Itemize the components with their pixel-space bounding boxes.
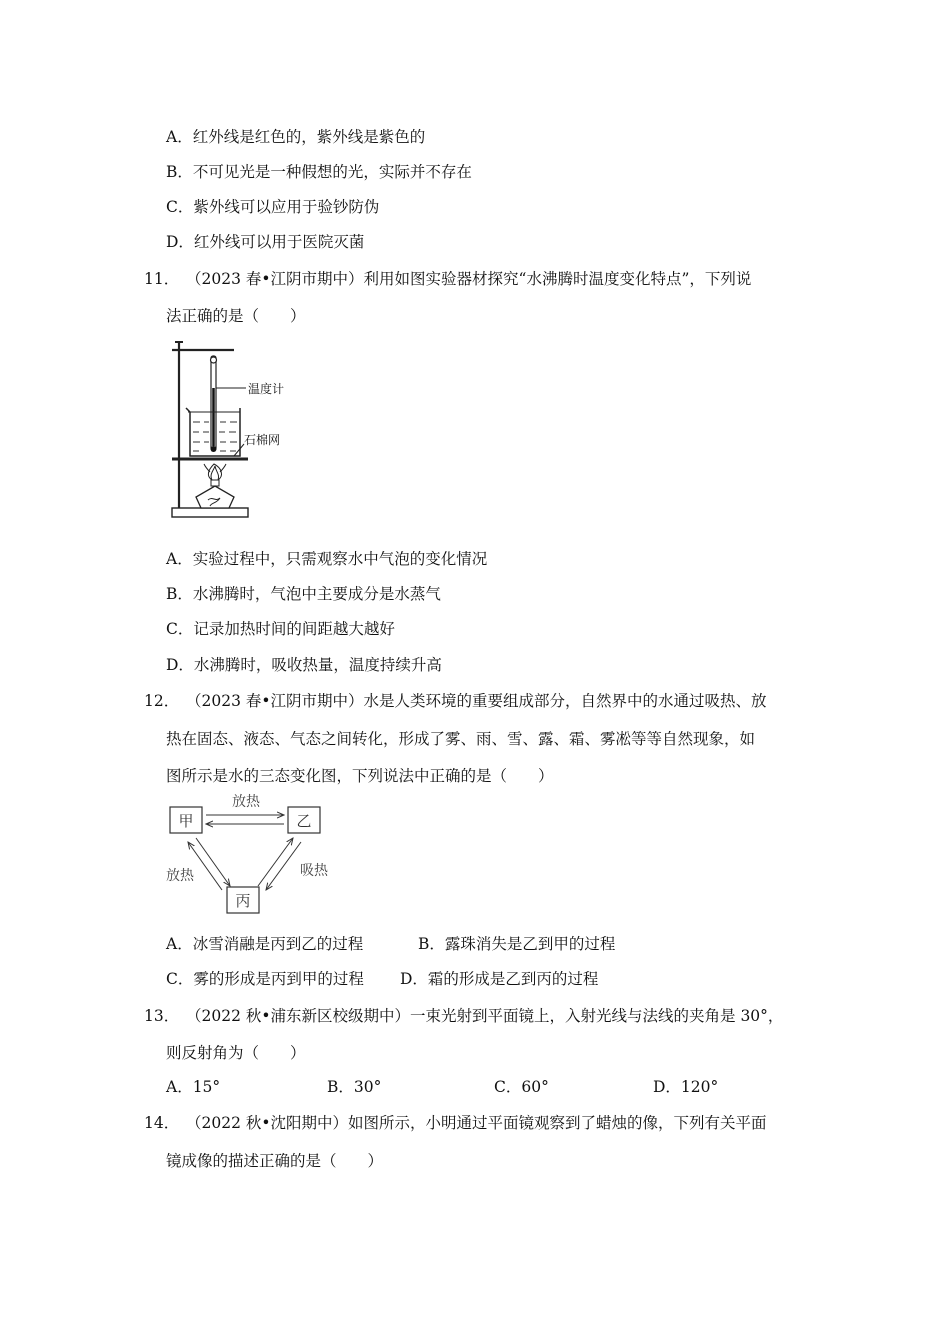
three-states-diagram: [160, 790, 340, 920]
q11-option-a: A．实验过程中，只需观察水中气泡的变化情况: [166, 550, 488, 568]
q12-option-b: B．露珠消失是乙到甲的过程: [418, 935, 616, 953]
stand-base: [172, 508, 248, 517]
q10-option-c: C．紫外线可以应用于验钞防伪: [166, 198, 380, 216]
arrow-bing-to-yi: [258, 838, 293, 886]
q13-option-a: A．15°: [166, 1078, 221, 1096]
q12-stem-line2: 热在固态、液态、气态之间转化，形成了雾、雨、雪、露、霜、雾凇等等自然现象，如: [166, 730, 756, 748]
q13-number: 13．: [144, 1007, 180, 1025]
flame: [208, 464, 221, 480]
q11-option-c: C．记录加热时间的间距越大越好: [166, 620, 395, 638]
q10-option-a: A．红外线是红色的，紫外线是紫色的: [166, 128, 426, 146]
q11-option-b: B．水沸腾时，气泡中主要成分是水蒸气: [166, 585, 441, 603]
gauze-label: 石棉网: [244, 433, 281, 447]
q11-number: 11．: [144, 270, 180, 288]
label-left: 放热: [166, 868, 194, 884]
q12-option-d: D．霜的形成是乙到丙的过程: [400, 970, 599, 988]
q12-number: 12．: [144, 692, 180, 710]
q13-stem-line1: （2022 秋•浦东新区校级期中）一束光射到平面镜上，入射光线与法线的夹角是 30°，: [186, 1007, 784, 1025]
svg-text:甲: 甲: [178, 812, 194, 830]
q12-option-c: C．雾的形成是丙到甲的过程: [166, 970, 364, 988]
q10-option-b: B．不可见光是一种假想的光，实际并不存在: [166, 163, 472, 181]
label-top: 放热: [232, 794, 260, 810]
q13-stem-line2: 则反射角为（ ）: [166, 1044, 306, 1062]
q12-stem-line1: （2023 春•江阴市期中）水是人类环境的重要组成部分，自然界中的水通过吸热、放: [186, 692, 767, 710]
q14-stem-line1: （2022 秋•沈阳期中）如图所示，小明通过平面镜观察到了蜡烛的像，下列有关平面: [186, 1114, 767, 1132]
alcohol-lamp: [196, 486, 234, 508]
q11-stem-line2: 法正确的是（ ）: [166, 307, 306, 325]
arrow-jia-to-bing: [196, 838, 230, 886]
q11-stem-line1: （2023 春•江阴市期中）利用如图实验器材探究“水沸腾时温度变化特点”，下列说: [186, 270, 752, 288]
q13-option-d: D．120°: [653, 1078, 719, 1096]
svg-text:丙: 丙: [235, 892, 251, 910]
q11-option-d: D．水沸腾时，吸收热量，温度持续升高: [166, 656, 442, 674]
q10-option-d: D．红外线可以用于医院灭菌: [166, 233, 365, 251]
label-right: 吸热: [300, 863, 328, 879]
q13-option-b: B．30°: [327, 1078, 382, 1096]
svg-text:乙: 乙: [296, 812, 312, 830]
thermometer-label: 温度计: [248, 382, 285, 396]
q14-number: 14．: [144, 1114, 180, 1132]
arrow-yi-to-bing: [266, 842, 301, 890]
q13-option-c: C．60°: [494, 1078, 549, 1096]
boiling-apparatus-figure: [168, 338, 303, 521]
q14-stem-line2: 镜成像的描述正确的是（ ）: [166, 1152, 384, 1170]
q12-stem-line3: 图所示是水的三态变化图，下列说法中正确的是（ ）: [166, 767, 554, 785]
q12-option-a: A．冰雪消融是丙到乙的过程: [166, 935, 364, 953]
